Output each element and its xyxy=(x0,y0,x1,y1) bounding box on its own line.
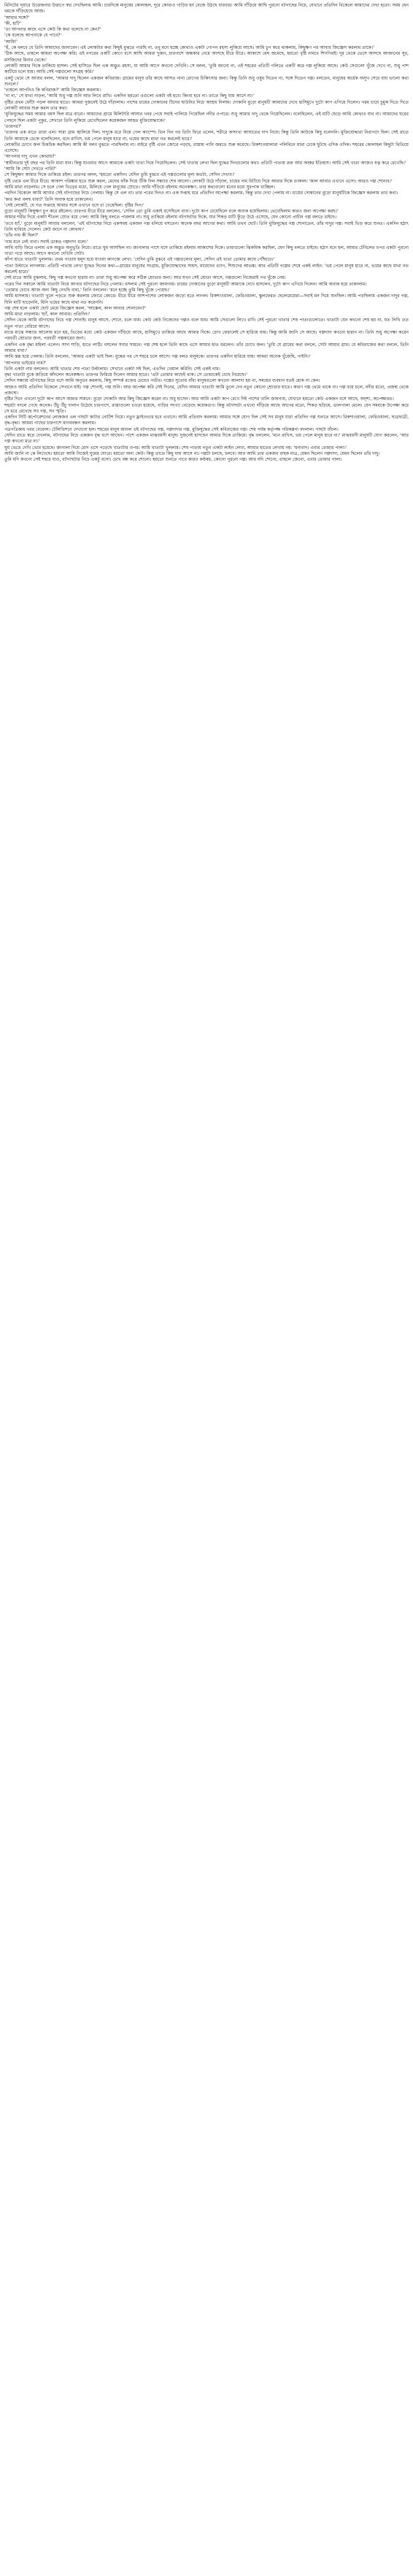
story-body-text: মিনিটের দ্য়ারে উত্তেজনার উত্তাপে স্বপ্ন দেখছিলাম আমি। চারদিকে মানুষের কোলাহল, দূরে কোথাও গাড়ির হর্ন বেজে উঠছে বারবার। আমি দাঁড়িয়ে আছি পুরনো বটগাছের নিচে, যেখানে প্রতিদিন বিকেলে আমাদের দেখা হতো। সময় যেন থমকে দাঁড়িয়েছে আজ। 'আমার সঙ্গে?' 'কী, হ্যাঁ?' 'তা আপনার কাছে এসে কেউ কি কথা বলেছে না কেন?' 'কে বলেছে আপনাকে যে পাবে?' 'আমি!' 'হুঁ, কে বলবে যে তিনি আমাদের জানাবেন। এই লোকটার কথা কিছুই বুঝতে পারছি না, তবু মনে হচ্ছে কোথাও একটা গোপন রহস্য লুকিয়ে আছে। আমি চুপ করে থাকলাম, কিছুক্ষণ পর আবার জিজ্ঞেস করলাম তাকে।' 'ঠিক আছে, তাহলে আমরা অপেক্ষা করি। এই নগরের একটি কোণে বসে আছি আমরা দুজন, চারপাশে অন্ধকার নেমে আসছে ধীরে ধীরে। আকাশে মেঘ জমেছে, হয়তো বৃষ্টি নামবে শিগগিরই। দূর থেকে ভেসে আসছে আজানের সুর, মসজিদের মিনার থেকে।' লোকটি আমার দিকে তাকিয়ে হাসল। সেই হাসিতে ছিল এক অদ্ভুত রহস্য, যা আমি আগে কখনো দেখিনি। সে বলল, 'তুমি জানো না, এই শহরের প্রতিটি গলিতে একটি করে গল্প লুকিয়ে আছে। কেউ সেগুলো খুঁজে দেখে না, শুধু পাশ কাটিয়ে চলে যায়। আমি সেই গল্পগুলো সংগ্রহ করি।' একটু থেমে সে আবার বলল, 'আমার দাদু ছিলেন একজন কবিরাজ। গ্রামের মানুষ তাঁর কাছে আসত নানা রোগের চিকিৎসার জন্য। কিন্তু তিনি শুধু ওষুধ দিতেন না, সঙ্গে দিতেন গল্প। বলতেন, মানুষের অর্ধেক অসুখ সেরে যায় ভালো কথা শুনলে।' 'তাহলে আপনিও কি কবিরাজ?' আমি জিজ্ঞেস করলাম। 'না না,' সে মাথা নাড়ল, 'আমি শুধু গল্প শুনি আর লিখে রাখি। একদিন হয়তো এগুলো একটা বই হবে। কিংবা হবে না। তাতে কিছু যায় আসে না।' বৃষ্টির প্রথম ফোঁটা পড়ল আমার হাতে। আমরা দুজনেই উঠে দাঁড়ালাম। পাশের চায়ের দোকানের টিনের ছাউনির নিচে আশ্রয় নিলাম। দোকানি বুড়ো মানুষটি আমাদের দেখে হাসিমুখে দুটো কাপ এগিয়ে দিলেন। গরম চায়ে চুমুক দিতে দিতে লোকটি আবার শুরু করল তার কথা। 'মুক্তিযুদ্ধের সময় আমার বয়স ছিল মাত্র বারো। আমাদের গ্রামে মিলিটারি আসার খবর পেয়ে সবাই পালিয়ে গিয়েছিল নদীর ওপারে। শুধু আমার দাদু থেকে গিয়েছিলেন। বলেছিলেন, এই মাটি ছেড়ে আমি কোথাও যাব না। আমাদের ঘরের পেছনে ছিল একটা পুকুর, সেখানে তিনি লুকিয়ে রেখেছিলেন কয়েকজন আহত মুক্তিযোদ্ধাকে।' 'তারপর?' 'তারপর এক রাতে তারা এল। সারা গ্রাম জ্বালিয়ে দিল। দাদুকে ধরে নিয়ে গেল ক্যাম্পে। তিন দিন পর তিনি ফিরে এলেন, শরীরে অসংখ্য আঘাতের দাগ নিয়ে। কিন্তু তিনি কাউকে কিছু বলেননি। মুক্তিযোদ্ধারা নিরাপদে ছিল। সেই রাতে তিনি আমাকে ডেকে বলেছিলেন, মনে রাখিস, ভয় পেলে মানুষ হারে না, ভয়ের কাছে মাথা নত করলেই হারে।' লোকটির চোখে জল চিকচিক করছিল। আমি কী বলব বুঝতে পারছিলাম না। বাইরে বৃষ্টি এখন জোরে পড়ছে, রাস্তায় পানি জমতে শুরু করেছে। রিকশাওয়ালারা পলিথিনে মাথা ঢেকে ছুটছে এদিক ওদিক। শহরের কোলাহল কিছুটা থিতিয়ে এসেছে। 'আপনার দাদু এখন কোথায়?' 'স্বাধীনতার দুই বছর পর তিনি মারা যান। কিন্তু যাওয়ার আগে আমাকে একটা খাতা দিয়ে গিয়েছিলেন। সেই খাতায় লেখা ছিল যুদ্ধের দিনগুলোর কথা। প্রতিটি পাতায় রক্ত আর অশ্রুর ইতিহাস। আমি সেই খাতা আজও যত্ন করে রেখেছি।' 'আমি কি সেটা দেখতে পারি?' সে কিছুক্ষণ আমার দিকে তাকিয়ে রইল। তারপর বলল, 'হয়তো একদিন। যেদিন তুমি বুঝবে এই গল্পগুলোর মূল্য কতটা, সেদিন দেখাব।' বৃষ্টি থেমে এল ধীরে ধীরে। আকাশ পরিষ্কার হতে শুরু করল, মেঘের ফাঁক দিয়ে উঁকি দিল সন্ধ্যার শেষ আলো। লোকটি উঠে দাঁড়াল, চায়ের দাম মিটিয়ে দিয়ে আমার দিকে তাকাল। 'কাল আবার এখানে এসো। আরও গল্প শোনাব।' আমি মাথা নাড়লাম। সে চলে গেল ভিড়ের মধ্যে, মিলিয়ে গেল মানুষের স্রোতে। আমি দাঁড়িয়ে রইলাম অনেকক্ষণ, তার কথাগুলো মনের মধ্যে ঘুরপাক খাচ্ছিল। পরদিন বিকেলে আমি আবার সেই বটগাছের নিচে গেলাম। কিন্তু সে এল না। তার পরের দিনও না। এক সপ্তাহ ধরে প্রতিদিন অপেক্ষা করলাম, কিন্তু তার দেখা পেলাম না। চায়ের দোকানের বুড়ো মানুষটিকে জিজ্ঞেস করলাম তার কথা। 'কার কথা বলছ বাবা?' তিনি অবাক হয়ে তাকালেন। 'সেই লোকটি, যে গত সপ্তাহে আমার সঙ্গে এখানে বসে চা খেয়েছিল। বৃষ্টির দিন।' বুড়ো মানুষটি কিছুক্ষণ চুপ করে রইলেন। তারপর ধীরে ধীরে বললেন, 'সেদিন তো তুমি একাই বসেছিলে বাবা। দুটো কাপ চেয়েছিলে বলে অবাক হয়েছিলাম। ভেবেছিলাম কারও জন্য অপেক্ষা করছ।' আমার শরীর দিয়ে একটা শীতল স্রোত বয়ে গেল। আমি কিছু বলতে পারলাম না। শুধু তাকিয়ে রইলাম বটগাছটার দিকে, যার শিকড় মাটি ফুঁড়ে উঠে এসেছে, যেন কোনো প্রাচীন গল্প বলতে চাইছে। 'তবে হ্যাঁ,' বুড়ো মানুষটি আবার বললেন, 'এই বটগাছের নিচে একসময় একজন গল্প বলিয়ে বসতেন। অনেক বছর আগের কথা। আমি তখন ছোট। তিনি মুক্তিযুদ্ধের গল্প শোনাতেন, তাঁর দাদুর গল্প। সবাই ভিড় করে শুনত। একদিন হঠাৎ তিনি হারিয়ে গেলেন। কেউ জানে না কোথায়।' 'তাঁর নাম কী ছিল?' 'নাম মনে নেই বাবা। সবাই ডাকত গল্পদাদা বলে।' আমি বাড়ি ফিরে এলাম এক অদ্ভুত অনুভূতি নিয়ে। রাতে ঘুম আসছিল না। জানালার পাশে বসে তাকিয়ে রইলাম আকাশের দিকে। তারাগুলো ঝিকমিক করছিল, যেন কিছু বলতে চাইছে। হঠাৎ মনে হল, আমার টেবিলের ওপর একটা পুরনো খাতা পড়ে আছে। আগে কখনো দেখিনি সেটা। কাঁপা হাতে খাতাটা খুললাম। প্রথম পাতায় হলুদ হয়ে যাওয়া কাগজে লেখা: 'যেদিন তুমি বুঝবে এই গল্পগুলোর মূল্য, সেদিন এই খাতা তোমার কাছে পৌঁছাবে।' পাতা উল্টাতে লাগলাম। প্রতিটি পাতায় লেখা যুদ্ধের দিনের কথা—গ্রামের মানুষের সংগ্রাম, মুক্তিযোদ্ধাদের সাহস, মায়েদের ত্যাগ, শিশুদের আতঙ্ক। আর প্রতিটি গল্পের শেষে একই লাইন: 'ভয় পেলে মানুষ হারে না, ভয়ের কাছে মাথা নত করলেই হারে।' সেই রাতে আমি বুঝলাম, কিছু গল্প কখনো হারায় না। তারা শুধু অপেক্ষা করে সঠিক শ্রোতার জন্য। আর যখন সেই শ্রোতা আসে, গল্পগুলো নিজেরাই পথ খুঁজে নেয়। পরের দিন সকালে আমি খাতাটা নিয়ে আবার বটগাছের নিচে গেলাম। বসলাম সেই পুরনো জায়গায়। চায়ের দোকানের বুড়ো মানুষটি আমাকে দেখে হাসলেন, দুটো কাপ এগিয়ে দিলেন। আমি অবাক হয়ে তাকালাম। 'তোমার চোখে আজ অন্য কিছু দেখছি বাবা,' তিনি বললেন। 'মনে হচ্ছে তুমি কিছু খুঁজে পেয়েছ।' আমি হাসলাম। খাতাটা খুলে পড়তে শুরু করলাম জোরে জোরে। ধীরে ধীরে আশপাশের লোকজন জড়ো হতে লাগল। রিকশাওয়ালা, ফেরিওয়ালা, স্কুলফেরত ছেলেমেয়েরা—সবাই মন দিয়ে শুনছিল। আমি পড়ছিলাম একজন দাদুর গল্প, যিনি মাটি ছাড়েননি, যিনি ভয়ের কাছে মাথা নত করেননি। গল্প শেষ হলে একটা ছোট মেয়ে জিজ্ঞেস করল, 'আঙ্কেল, কাল আবার শোনাবেন?' আমি মাথা নাড়লাম। 'হ্যাঁ, কাল আবার। প্রতিদিন।' সেদিন থেকে আমি বটগাছের নিচে গল্প শোনাই। মানুষ আসে, শোনে, চলে যায়। কেউ কেউ নিজেদের গল্পও বলে যায়। আমি সেগুলো লিখে রাখি সেই পুরনো খাতার শেষ পাতাগুলোতে। খাতাটা যেন কখনো শেষ হয় না, যত লিখি তত নতুন পাতা বেরিয়ে আসে। মাঝে মাঝে সন্ধ্যার আলোয় মনে হয়, ভিড়ের মধ্যে কেউ একজন দাঁড়িয়ে আছে, হাসিমুখে তাকিয়ে আছে আমার দিকে। চোখ ফেরালেই সে হারিয়ে যায়। কিন্তু আমি জানি সে আছে। গল্পদাদা কখনো হারান না। তিনি শুধু অপেক্ষা করেন পরবর্তী শ্রোতার জন্য, পরবর্তী গল্পকারের জন্য। একদিন এক বৃদ্ধা মহিলা এলেন। সাদা শাড়ি, হাতে লাঠি। বসলেন সবার সামনে। গল্প শেষ হলে তিনি কাছে এসে আমার হাত ধরলেন। তাঁর চোখে জল। 'তুমি যে গ্রামের কথা বললে, সেটা আমার গ্রাম। যে কবিরাজের কথা বললে, তিনি আমার বাবা।' আমি স্তব্ধ হয়ে গেলাম। তিনি বললেন, 'আমার একটা ভাই ছিল। যুদ্ধের পর সে শহরে চলে আসে। গল্প বলত মানুষকে। তারপর একদিন হারিয়ে যায়। আমরা অনেক খুঁজেছি, পাইনি।' 'আপনার ভাইয়ের নাম?' তিনি একটা নাম বললেন। আমি খাতার শেষ পাতা উল্টালাম। সেখানে একটা সই ছিল, এতদিন খেয়াল করিনি। সেই একই নাম। বৃদ্ধা খাতাটা বুকে জড়িয়ে কাঁদলেন অনেকক্ষণ। তারপর ফিরিয়ে দিলেন আমার হাতে। 'এটা তোমার কাছেই থাক। সে তোমাকেই বেছে নিয়েছে।' সেদিন সন্ধ্যায় বটগাছের নিচে বসে আমি অনুভব করলাম, কিছু সম্পর্ক রক্তের চেয়েও গভীর। গল্পের সুতোয় বাঁধা মানুষগুলো কখনো আলাদা হয় না, সময়ের ব্যবধান যতই হোক না কেন। আজও আমি প্রতিদিন বিকেলে সেখানে যাই। গল্প শোনাই, গল্প শুনি। আর অপেক্ষা করি সেই দিনের, যেদিন আমার খাতাটা আমি তুলে দেব নতুন কোনো শ্রোতার হাতে। কারণ গল্প থেমে থাকে না। গল্প বয়ে চলে, নদীর মতো, প্রজন্ম থেকে প্রজন্মে। বৃষ্টির দিনে এখনো দুটো কাপ আসে আমার সামনে। বুড়ো দোকানি আর কিছু জিজ্ঞেস করেন না। শুধু হাসেন। আর আমি একটা কাপ রেখে দিই পাশের খালি জায়গায়, যেখানে হয়তো কেউ একজন বসে আছে, অদৃশ্য, অপেক্ষারত। শহরটা বদলে গেছে অনেক। উঁচু উঁচু দালান উঠেছে চারপাশে, রাস্তাগুলো চওড়া হয়েছে, গাড়ির সংখ্যা বেড়েছে কয়েকগুণ। কিন্তু বটগাছটা এখনো দাঁড়িয়ে আছে আগের মতো, শিকড় ছড়িয়ে, ডালপালা মেলে। যেন সময়কে উপেক্ষা করে সে ধরে রেখেছে সব গল্প, সব স্মৃতি। একদিন সিটি কর্পোরেশনের লোকজন এল গাছটা কাটার নোটিশ নিয়ে। নতুন ফ্লাইওভার হবে এখানে। আমি প্রতিবাদ করলাম। আমার সঙ্গে যোগ দিল সেই সব মানুষ যারা প্রতিদিন গল্প শুনতে আসে। রিকশাওয়ালা, ফেরিওয়ালা, ছাত্রছাত্রী, বৃদ্ধ-বৃদ্ধা। আমরা গাছের চারপাশে মানববন্ধন করলাম। পত্রপত্রিকায় খবর বেরোল। টেলিভিশনে দেখানো হল। শহরের মানুষ জানল এই বটগাছের গল্প, গল্পদাদার গল্প, মুক্তিযুদ্ধের সেই কবিরাজের গল্প। শেষ পর্যন্ত কর্তৃপক্ষ পরিকল্পনা বদলাল। গাছটা বাঁচল। সেদিন রাতে স্বপ্নে দেখলাম, বটগাছের নিচে একজন বৃদ্ধ বসে আছেন। পাশে একজন মাঝবয়সী মানুষ। দুজনেই হাসছেন আমার দিকে তাকিয়ে। বৃদ্ধ বললেন, 'মনে রাখিস, ভয় পেলে মানুষ হারে না।' মাঝবয়সী মানুষটি যোগ করলেন, 'আর গল্প কখনো মরে না।' ঘুম ভেঙে দেখি ভোর হয়েছে। জানালা দিয়ে রোদ এসে পড়েছে খাতাটার ওপর। আমি খাতাটা খুললাম। শেষ পাতায় নতুন একটা লাইন লেখা, আমার হাতের লেখায় নয়: 'ধন্যবাদ। এবার তোমার পালা।' আমি জানি না কে লিখেছে। হয়তো আমি নিজেই ঘুমের ঘোরে। হয়তো অন্য কেউ। কিন্তু তাতে কিছু যায় আসে না। গল্পটা চলছে, চলবে। আর আমি তার একজন বাহক মাত্র, যেমন ছিলেন গল্পদাদা, যেমন ছিলেন তাঁর দাদু। তুমি যদি কখনো সেই শহরে যাও, বটগাছটার নিচে একটু বসো। চোখ বন্ধ করে শোনো। হয়তো শুনতে পাবে কারও কণ্ঠস্বর, কোনো পুরনো গল্প। আর যদি শোনো, তাহলে জেনো, এবার তোমার পালা। xyxy=(4,3,409,463)
